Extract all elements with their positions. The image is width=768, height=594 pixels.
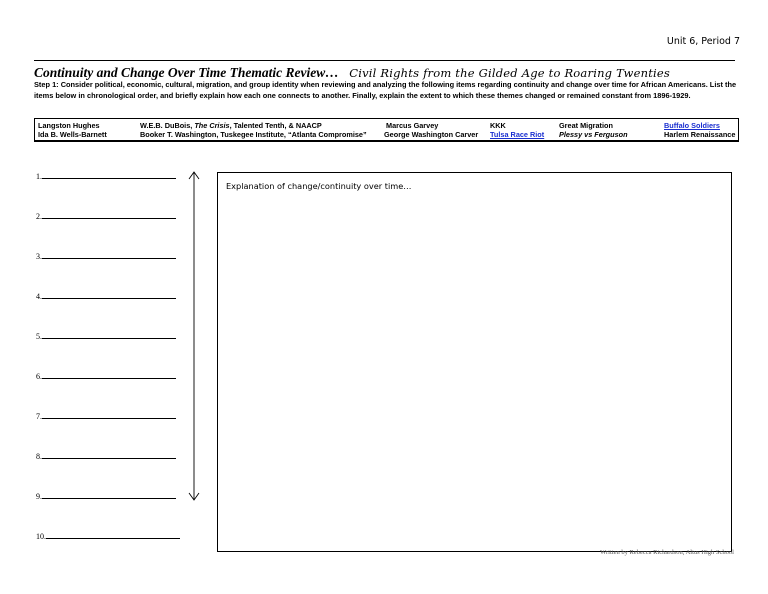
item-web-dubois-part1: W.E.B. DuBois, xyxy=(140,121,195,130)
numbered-line[interactable] xyxy=(36,451,176,461)
item-kkk: KKK xyxy=(490,121,506,130)
numbered-line[interactable] xyxy=(36,291,176,301)
answer-blank[interactable] xyxy=(42,491,176,499)
line-number: 6. xyxy=(36,372,42,381)
item-langston-hughes: Langston Hughes xyxy=(38,121,100,130)
title-subtitle: Civil Rights from the Gilded Age to Roaring Twenties xyxy=(349,66,671,80)
numbered-line[interactable] xyxy=(36,331,176,341)
numbered-line[interactable] xyxy=(36,491,176,501)
double-arrow-icon xyxy=(186,170,202,506)
item-web-dubois-part2: , Talented Tenth, & NAACP xyxy=(229,121,322,130)
answer-blank[interactable] xyxy=(46,531,180,539)
unit-period-label: Unit 6, Period 7 xyxy=(666,36,740,47)
numbered-line[interactable] xyxy=(36,251,176,261)
item-george-washington-carver: George Washington Carver xyxy=(384,130,479,139)
line-number: 1. xyxy=(36,172,42,181)
item-the-crisis: The Crisis xyxy=(194,121,230,130)
item-harlem-renaissance: Harlem Renaissance xyxy=(664,130,736,139)
footer-credit: Written by Rebecca Richardson, Altus High School xyxy=(600,549,734,556)
answer-blank[interactable] xyxy=(42,171,176,179)
numbered-line[interactable] xyxy=(36,531,180,541)
answer-blank[interactable] xyxy=(42,371,176,379)
item-plessy-vs-ferguson: Plessy vs Ferguson xyxy=(559,130,628,139)
line-number: 4. xyxy=(36,292,42,301)
answer-blank[interactable] xyxy=(42,291,176,299)
line-number: 2. xyxy=(36,212,42,221)
item-booker-t-washington: Booker T. Washington, Tuskegee Institute, “Atlanta Compromise” xyxy=(140,130,367,139)
item-buffalo-soldiers-link[interactable]: Buffalo Soldiers xyxy=(664,121,720,130)
numbered-line[interactable] xyxy=(36,411,176,421)
explanation-box[interactable] xyxy=(217,172,732,552)
top-rule xyxy=(34,60,735,61)
answer-blank[interactable] xyxy=(42,411,176,419)
explanation-prompt: Explanation of change/continuity over time… xyxy=(226,181,412,191)
answer-blank[interactable] xyxy=(42,211,176,219)
numbered-line[interactable] xyxy=(36,211,176,221)
answer-blank[interactable] xyxy=(42,451,176,459)
line-number: 10. xyxy=(36,532,46,541)
item-tulsa-race-riot-link[interactable]: Tulsa Race Riot xyxy=(490,130,545,139)
line-number: 7. xyxy=(36,412,42,421)
line-number: 3. xyxy=(36,252,42,261)
answer-blank[interactable] xyxy=(42,331,176,339)
line-number: 8. xyxy=(36,452,42,461)
line-number: 9. xyxy=(36,492,42,501)
item-ida-b-wells: Ida B. Wells-Barnett xyxy=(38,130,107,139)
item-marcus-garvey: Marcus Garvey xyxy=(386,121,439,130)
answer-blank[interactable] xyxy=(42,251,176,259)
item-web-dubois xyxy=(140,121,322,130)
title-main: Continuity and Change Over Time Thematic Review… xyxy=(34,65,339,80)
items-box xyxy=(34,118,739,142)
numbered-line[interactable] xyxy=(36,371,176,381)
item-great-migration: Great Migration xyxy=(559,121,613,130)
numbered-line[interactable] xyxy=(36,171,176,181)
line-number: 5. xyxy=(36,332,42,341)
instructions-text: Step 1: Consider political, economic, cultural, migration, and group identity when reviewing and analyzing the following items regarding continuity and change over time for African Americans. List the items below in chronological order, and briefly explain how each one connects to another. Finally, explain the extent to which these themes changed or remained constant from 1896-1929. xyxy=(34,80,737,100)
